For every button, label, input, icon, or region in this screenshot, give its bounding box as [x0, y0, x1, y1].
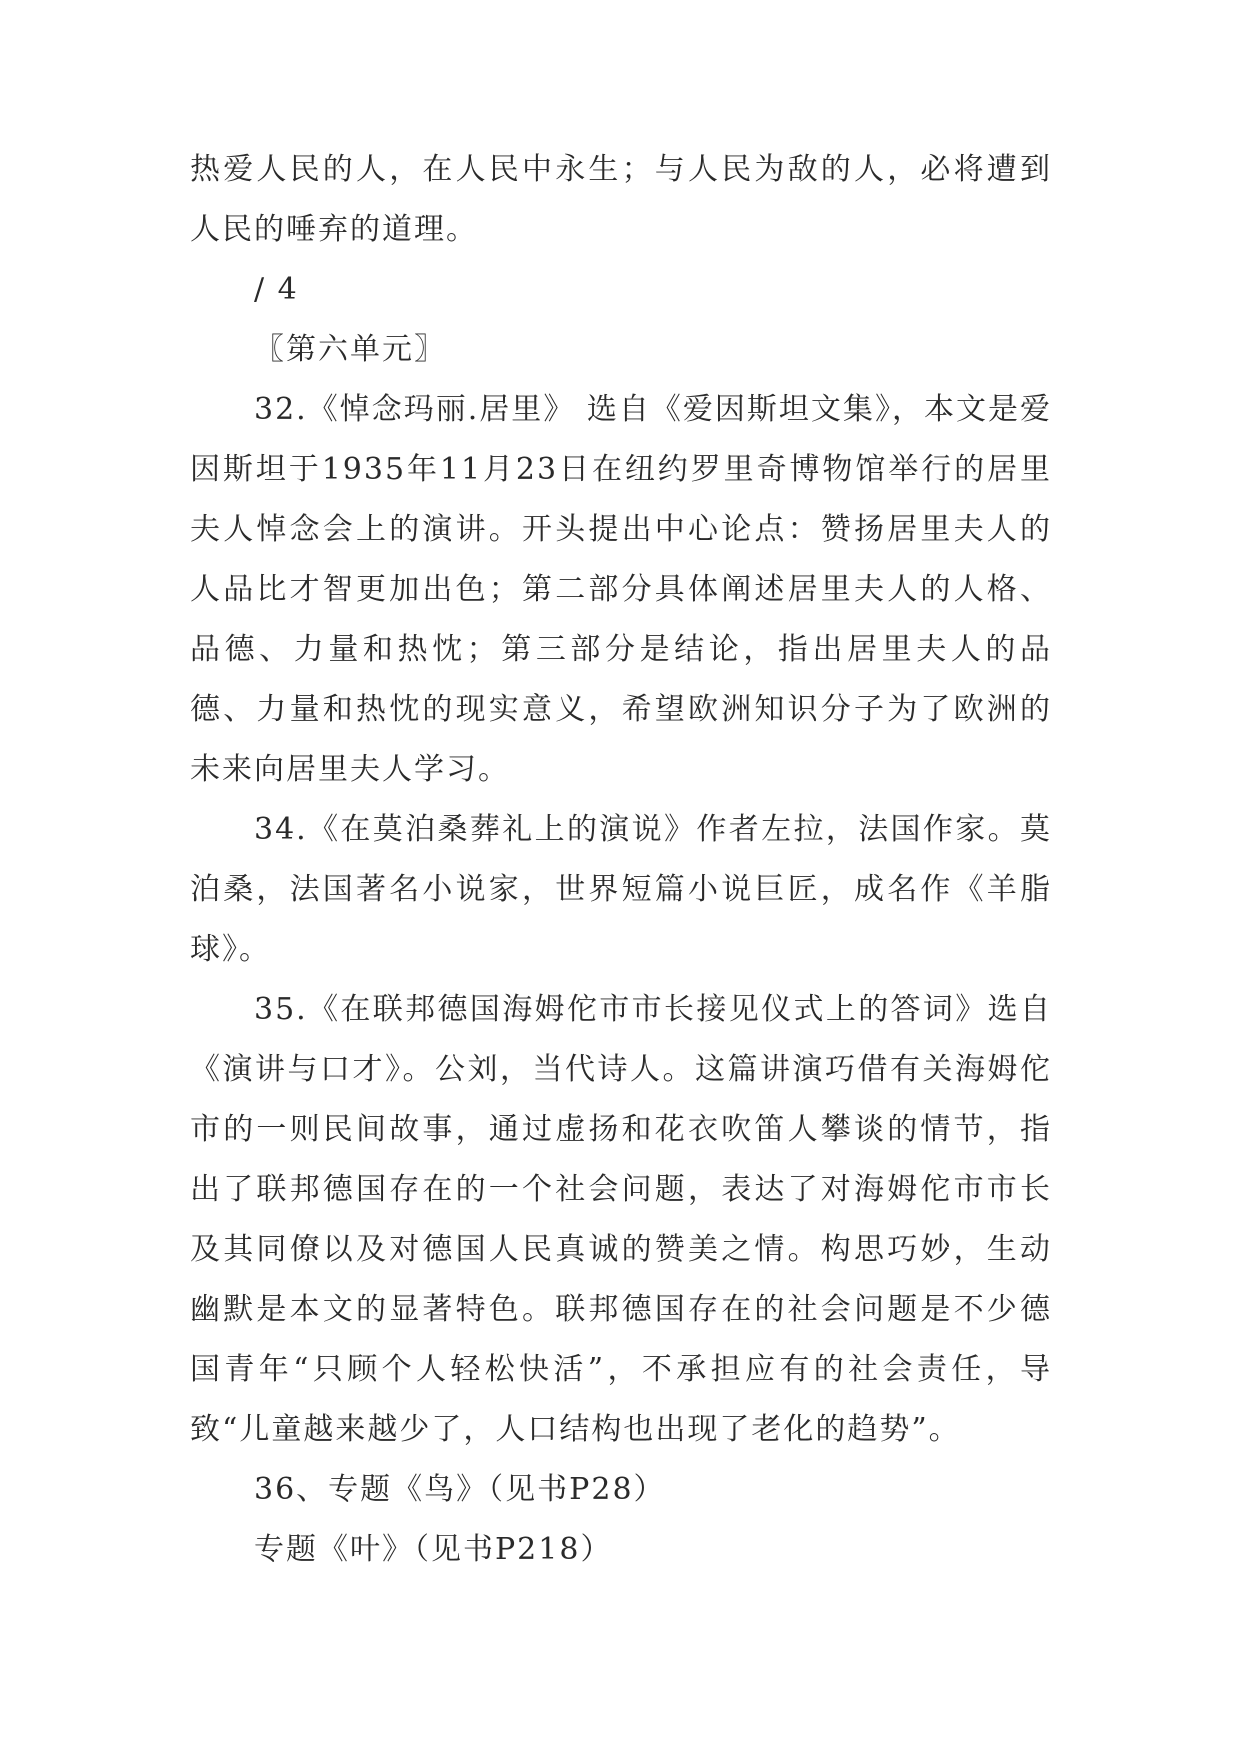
unit-heading: 〖第六单元〗: [254, 332, 446, 367]
paragraph-item-35: 35.《在联邦德国海姆佗市市长接见仪式上的答词》选自《演讲与口才》。公刘，当代诗人。这篇讲演巧借有关海姆佗市的一则民间故事，通过虚扬和花衣吹笛人攀谈的情节，指出了联邦德国存在的一个社会问题，表达了对海姆佗市市长及其同僚以及对德国人民真诚的赞美之情。构思巧妙，生动幽默是本文的显著特色。联邦德国存在的社会问题是不少德国青年“只顾个人轻松快活”，不承担应有的社会责任，导致“儿童越来越少了，人口结构也出现了老化的趋势”。: [190, 992, 1052, 1447]
paragraph-topic-leaf: 专题《叶》（见书P218）: [254, 1532, 613, 1567]
paragraph-item-34: 34.《在莫泊桑葬礼上的演说》作者左拉，法国作家。莫泊桑，法国著名小说家，世界短篇小说巨匠，成名作《羊脂球》。: [190, 812, 1052, 967]
paragraph-continued: 热爱人民的人，在人民中永生；与人民为敌的人，必将遭到人民的唾弃的道理。: [190, 152, 1052, 247]
paragraph-item-36: 36、专题《鸟》（见书P28）: [254, 1472, 666, 1507]
paragraph-item-32: 32.《悼念玛丽.居里》 选自《爱因斯坦文集》，本文是爱因斯坦于1935年11月23日在纽约罗里奇博物馆举行的居里夫人悼念会上的演讲。开头提出中心论点：赞扬居里夫人的人品比才智更加出色；第二部分具体阐述居里夫人的人格、品德、力量和热忱；第三部分是结论，指出居里夫人的品德、力量和热忱的现实意义，希望欧洲知识分子为了欧洲的未来向居里夫人学习。: [190, 392, 1052, 787]
document-body: [190, 140, 1052, 1580]
page-number-marker: / 4: [254, 272, 299, 307]
